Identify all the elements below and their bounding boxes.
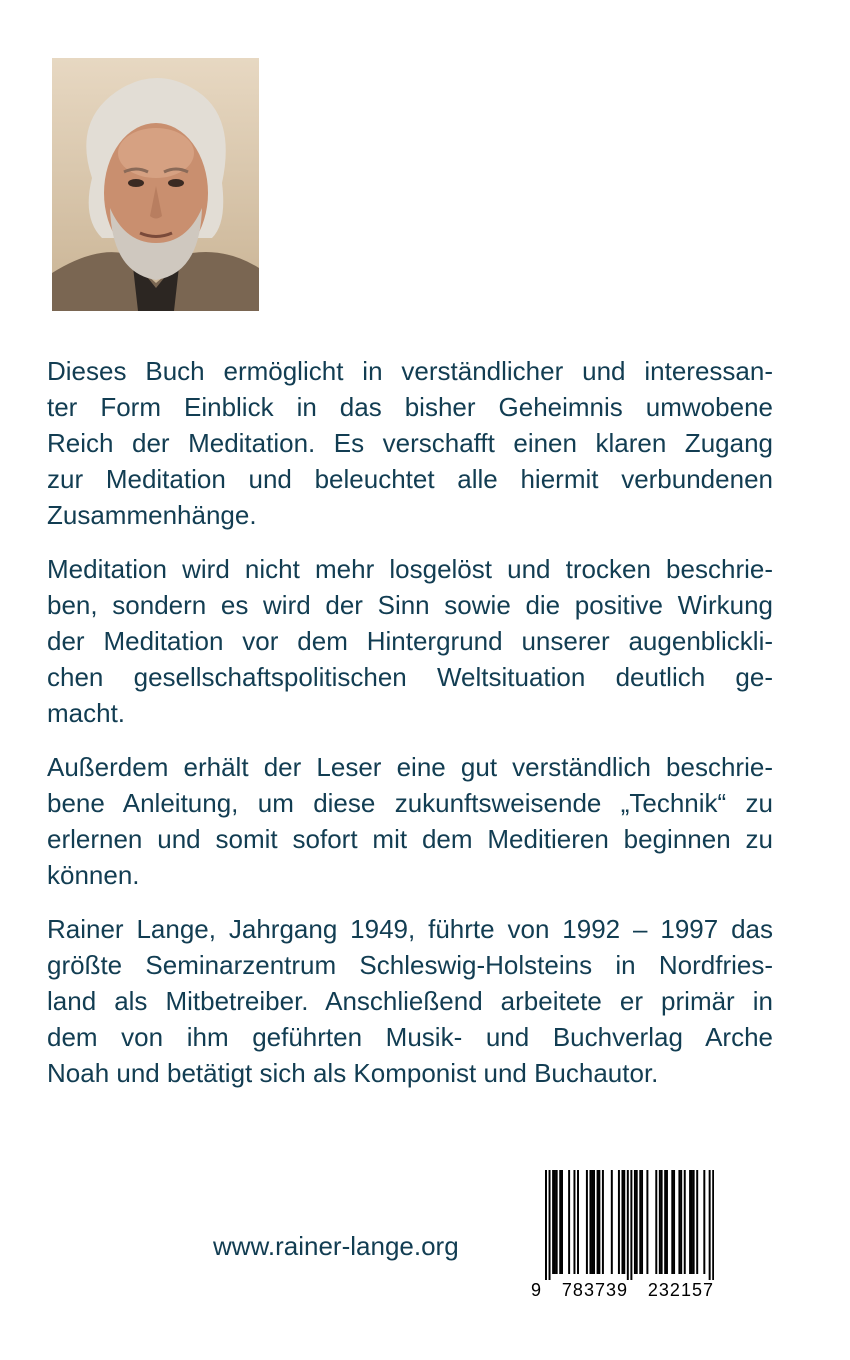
text-line: Außerdem erhält der Leser eine gut verständlich beschrie- xyxy=(47,752,773,782)
barcode-bar xyxy=(680,1170,682,1274)
paragraph-instructions xyxy=(47,749,773,893)
text-line: erlernen und somit sofort mit dem Meditieren beginnen zu xyxy=(47,824,773,854)
barcode-bar xyxy=(684,1170,686,1274)
barcode-bar xyxy=(556,1170,558,1274)
barcode-bar xyxy=(627,1170,629,1280)
barcode-bar xyxy=(661,1170,663,1274)
text-line: der Meditation vor dem Hintergrund unserer augenblickli- xyxy=(47,626,773,656)
barcode-bar xyxy=(671,1170,673,1274)
barcode-bar xyxy=(573,1170,575,1274)
paragraph-author-bio xyxy=(47,911,773,1091)
barcode-bar xyxy=(709,1170,711,1280)
barcode-bar xyxy=(618,1170,620,1274)
barcode-bar xyxy=(639,1170,641,1274)
author-portrait xyxy=(52,58,259,311)
text-line: Dieses Buch ermöglicht in verständlicher und interessan- xyxy=(47,356,773,386)
text-line: Zusammenhänge. xyxy=(47,500,257,530)
barcode-icon xyxy=(531,1170,714,1280)
blurb-text xyxy=(47,353,773,1109)
text-line: können. xyxy=(47,860,140,890)
text-line: macht. xyxy=(47,698,126,728)
barcode-bar xyxy=(630,1170,632,1280)
barcode-bar xyxy=(641,1170,643,1274)
barcode-bar xyxy=(693,1170,695,1274)
barcode-bar xyxy=(561,1170,563,1274)
barcode-bar xyxy=(689,1170,691,1274)
barcode-bar xyxy=(591,1170,593,1274)
text-line: ter Form Einblick in das bisher Geheimnis umwobene xyxy=(47,392,773,422)
barcode-bar xyxy=(696,1170,698,1274)
barcode-bar xyxy=(589,1170,591,1274)
barcode-bar xyxy=(552,1170,554,1274)
text-line: zur Meditation und beleuchtet alle hiermit verbundenen xyxy=(47,464,773,494)
barcode-bar xyxy=(666,1170,668,1274)
barcode-bar xyxy=(646,1170,648,1274)
paragraph-description xyxy=(47,551,773,731)
barcode-bar xyxy=(636,1170,638,1274)
barcode-bar xyxy=(602,1170,604,1274)
barcode-bar xyxy=(611,1170,613,1274)
barcode-bar xyxy=(549,1170,551,1280)
text-line: chen gesellschaftspolitischen Weltsituation deutlich ge- xyxy=(47,662,773,692)
text-line: Noah und betätigt sich als Komponist und Buchautor. xyxy=(47,1058,659,1088)
text-line: ben, sondern es wird der Sinn sowie die positive Wirkung xyxy=(47,590,773,620)
barcode-bar xyxy=(554,1170,556,1274)
paragraph-intro xyxy=(47,353,773,533)
website-link[interactable]: www.rainer-lange.org xyxy=(213,1231,459,1261)
text-line: land als Mitbetreiber. Anschließend arbeitete er primär in xyxy=(47,986,773,1016)
text-line: bene Anleitung, um diese zukunftsweisende „Technik“ zu xyxy=(47,788,773,818)
isbn-digit-group: 232157 xyxy=(647,1280,714,1300)
barcode-bar xyxy=(586,1170,588,1274)
barcode-bar xyxy=(621,1170,623,1274)
barcode-bar xyxy=(712,1170,714,1280)
barcode-bar xyxy=(634,1170,636,1274)
barcode-bar xyxy=(559,1170,561,1274)
barcode-bar xyxy=(577,1170,579,1274)
barcode-bar xyxy=(597,1170,599,1274)
barcode-bar xyxy=(673,1170,675,1274)
isbn-digits xyxy=(531,1280,714,1301)
text-line: Rainer Lange, Jahrgang 1949, führte von 1992 – 1997 das xyxy=(47,914,773,944)
barcode-bar xyxy=(623,1170,625,1274)
barcode-bar xyxy=(703,1170,705,1274)
isbn-digit-group: 783739 xyxy=(561,1280,628,1300)
text-line: größte Seminarzentrum Schleswig-Holsteins in Nordfries- xyxy=(47,950,773,980)
barcode-bar xyxy=(659,1170,661,1274)
text-line: dem von ihm geführten Musik- und Buchverlag Arche xyxy=(47,1022,773,1052)
isbn-digit-group: 9 xyxy=(531,1280,543,1300)
barcode-bar xyxy=(598,1170,600,1274)
barcode-bar xyxy=(655,1170,657,1274)
barcode-bar xyxy=(593,1170,595,1274)
text-line: Meditation wird nicht mehr losgelöst und trocken beschrie- xyxy=(47,554,773,584)
barcode-bar xyxy=(568,1170,570,1274)
barcode-bar xyxy=(678,1170,680,1274)
barcode-bar xyxy=(691,1170,693,1274)
portrait-photo-icon xyxy=(52,58,259,311)
text-line: Reich der Meditation. Es verschafft einen klaren Zugang xyxy=(47,428,773,458)
barcode-bar xyxy=(545,1170,547,1280)
barcode-bar xyxy=(664,1170,666,1274)
